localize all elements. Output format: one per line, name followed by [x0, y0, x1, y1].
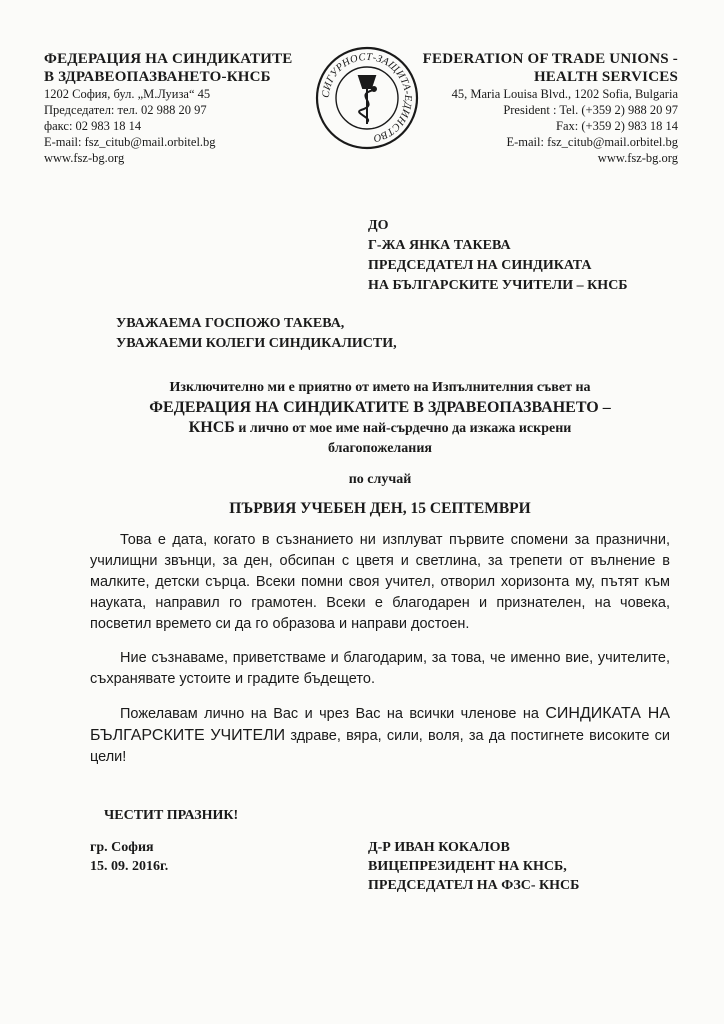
addressee-name: Г-ЖА ЯНКА ТАКЕВА: [368, 238, 511, 253]
addressee-block: [368, 216, 628, 296]
body-p3-union: СИНДИКАТА НА БЪЛГАРСКИТЕ УЧИТЕЛИ: [90, 705, 670, 744]
addressee-to: ДО: [368, 218, 389, 233]
org-name-bg-line1: ФЕДЕРАЦИЯ НА СИНДИКАТИТЕ: [44, 51, 293, 67]
website-en: www.fsz-bg.org: [597, 151, 678, 165]
intro-line3-rest: и лично от мое име най-сърдечно да изкажа искрени: [234, 421, 572, 436]
place-date: [90, 838, 168, 876]
intro-line4: благопожелания: [328, 441, 432, 456]
address-bg: 1202 София, бул. „М.Луиза“ 45: [44, 87, 211, 101]
addressee-org: НА БЪЛГАРСКИТЕ УЧИТЕЛИ – КНСБ: [368, 278, 628, 293]
occasion-label: по случай: [348, 472, 412, 487]
signature-block: [368, 838, 579, 895]
salutation-line2: УВАЖАЕМИ КОЛЕГИ СИНДИКАЛИСТИ,: [116, 336, 397, 351]
org-name-bg-line2: В ЗДРАВЕОПАЗВАНЕТО-КНСБ: [44, 69, 271, 85]
body-paragraph-2: Ние съзнаваме, приветстваме и благодарим, за това, че именно вие, учителите, съхранявате устоите и градите бъдещето.: [90, 650, 670, 687]
chair-phone-bg: Председател: тел. 02 988 20 97: [44, 103, 207, 117]
president-phone-en: President : Tel. (+359 2) 988 20 97: [503, 103, 678, 117]
letterhead-right: [378, 50, 678, 166]
city: гр. София: [90, 840, 154, 855]
intro-line3-org: КНСБ: [188, 419, 235, 436]
address-en: 45, Maria Louisa Blvd., 1202 Sofia, Bulgaria: [451, 87, 678, 101]
org-name-en-line1: FEDERATION OF TRADE UNIONS -: [422, 51, 678, 67]
intro-line1: Изключително ми е приятно от името на Изпълнителния съвет на: [169, 380, 591, 395]
letter-body: [90, 530, 670, 781]
caduceus-icon: [359, 76, 376, 124]
intro-paragraph: [100, 378, 660, 459]
occasion-title: ПЪРВИЯ УЧЕБЕН ДЕН, 15 СЕПТЕМВРИ: [229, 500, 531, 517]
org-name-en-line2: HEALTH SERVICES: [533, 69, 678, 85]
seal-ring-text: СИГУРНОСТ-ЗАЩИТА-ЕДИНСТВО: [320, 51, 414, 144]
signer-title2: ПРЕДСЕДАТЕЛ НА ФЗС- КНСБ: [368, 878, 580, 893]
website-bg: www.fsz-bg.org: [44, 151, 125, 165]
email-bg: E-mail: fsz_citub@mail.orbitel.bg: [44, 135, 216, 149]
signer-name: Д-Р ИВАН КОКАЛОВ: [368, 840, 510, 855]
fax-bg: факс: 02 983 18 14: [44, 119, 142, 133]
letterhead-left: [44, 50, 324, 166]
salutation: [116, 314, 397, 354]
body-p3-end: здраве, вяра, сили, воля, за да постигнете високите си цели!: [90, 728, 670, 765]
intro-line2: ФЕДЕРАЦИЯ НА СИНДИКАТИТЕ В ЗДРАВЕОПАЗВАНЕТО –: [149, 399, 611, 416]
body-paragraph-1: Това е дата, когато в съзнанието ни изплуват първите спомени за празнични, училищни звънци, за ден, обсипан с цветя и светлина, за трепети от вълнение в малките, детски сърца. Всеки помни своя учител, отворил хоризонта му, пътят към науката, направил го грамотен. Всеки е благодарен и признателен, на човека, посветил времето си да го образова и направи достоен.: [90, 532, 670, 632]
body-paragraph-3: [90, 703, 670, 768]
fax-en: Fax: (+359 2) 983 18 14: [556, 119, 678, 133]
signer-title1: ВИЦЕПРЕЗИДЕНТ НА КНСБ,: [368, 859, 567, 874]
closing-greeting: ЧЕСТИТ ПРАЗНИК!: [104, 808, 239, 823]
salutation-line1: УВАЖАЕМА ГОСПОЖО ТАКЕВА,: [116, 316, 345, 331]
body-p3-start: Пожелавам лично на Вас и чрез Вас на всички членове на: [120, 706, 546, 722]
intro-line3: [100, 418, 660, 439]
email-en: E-mail: fsz_citub@mail.orbitel.bg: [506, 135, 678, 149]
addressee-title: ПРЕДСЕДАТЕЛ НА СИНДИКАТА: [368, 258, 592, 273]
date: 15. 09. 2016г.: [90, 859, 169, 874]
